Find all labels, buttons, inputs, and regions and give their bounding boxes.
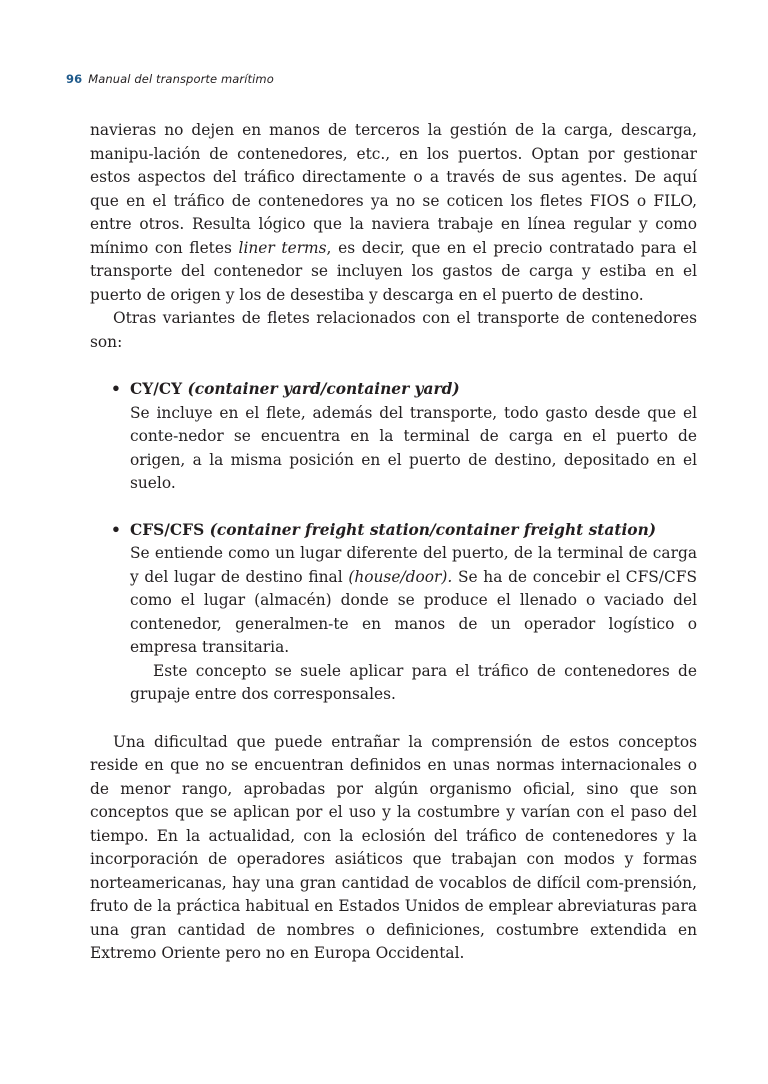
list-item-emphasis: (house/door). (348, 567, 453, 586)
list-item-text-part: Se entiende como un lugar diferente del puerto, de la terminal de carga y del lugar de destino final (130, 544, 697, 586)
term-expansion: (container yard/container yard) (187, 380, 460, 398)
list-item-heading (130, 378, 697, 402)
running-header (66, 72, 274, 86)
book-title: Manual del transporte marítimo (88, 72, 274, 86)
paragraph-continuation (90, 119, 697, 307)
bullet-icon: • (111, 380, 121, 398)
freight-variants-list (90, 378, 697, 707)
list-item (90, 378, 697, 496)
term-abbreviation: CY/CY (130, 380, 183, 398)
paragraph-emphasis: liner terms (238, 238, 327, 257)
list-item-text-part: Se ha de concebir el CFS/CFS como el lugar (almacén) donde se produce el llenado o vaciado del contenedor, generalmen-te en manos de un operador logístico o empresa transitaria. (130, 567, 697, 656)
term-abbreviation: CFS/CFS (130, 520, 205, 539)
body-text (90, 119, 697, 966)
paragraph-text: , es decir, que en el precio contratado para el transporte del contenedor se incluyen los gastos de carga y estiba en el puerto de origen y los de desestiba y descarga en el puerto de destino. (90, 238, 697, 304)
paragraph-text: navieras no dejen en manos de terceros la gestión de la carga, descarga, manipu-lación de contenedores, etc., en los puertos. Optan por gestionar estos aspectos del tráfico directamente o a través de sus agentes. De aquí que en el tráfico de contenedores ya no se coticen los fletes FIOS o FILO, entre otros. Resulta lógico que la naviera trabaje en línea regular y como mínimo con fletes (90, 121, 697, 257)
paragraph-conclusion: Una dificultad que puede entrañar la comprensión de estos conceptos reside en que no se encuentran definidos en unas normas internacionales o de menor rango, aprobadas por algún organismo oficial, sino que son conceptos que se aplican por el uso y la costumbre y varían con el paso del tiempo. En la actualidad, con la eclosión del tráfico de contenedores y la incorporación de operadores asiáticos que trabajan con modos y formas norteamericanas, hay una gran cantidad de vocablos de difícil com-prensión, fruto de la práctica habitual en Estados Unidos de emplear abreviaturas para una gran cantidad de nombres o definiciones, costumbre extendida en Extremo Oriente pero no en Europa Occidental. (90, 732, 697, 962)
list-item (90, 519, 697, 707)
term-expansion: (container freight station/container freight station) (209, 520, 657, 539)
paragraph-intro-list: Otras variantes de fletes relacionados con el transporte de contenedores son: (90, 309, 697, 351)
list-item-text: Se incluye en el flete, además del transporte, todo gasto desde que el conte-nedor se encuentra en la terminal de carga en el puerto de origen, a la misma posición en el puerto de destino, depositado en el suelo. (130, 403, 697, 492)
list-item-text (130, 542, 697, 660)
page-number: 96 (66, 72, 83, 86)
bullet-icon: • (111, 520, 121, 539)
list-item-text-secondary: Este concepto se suele aplicar para el tráfico de contenedores de grupaje entre dos corresponsales. (130, 661, 697, 703)
list-item-heading (130, 519, 697, 543)
